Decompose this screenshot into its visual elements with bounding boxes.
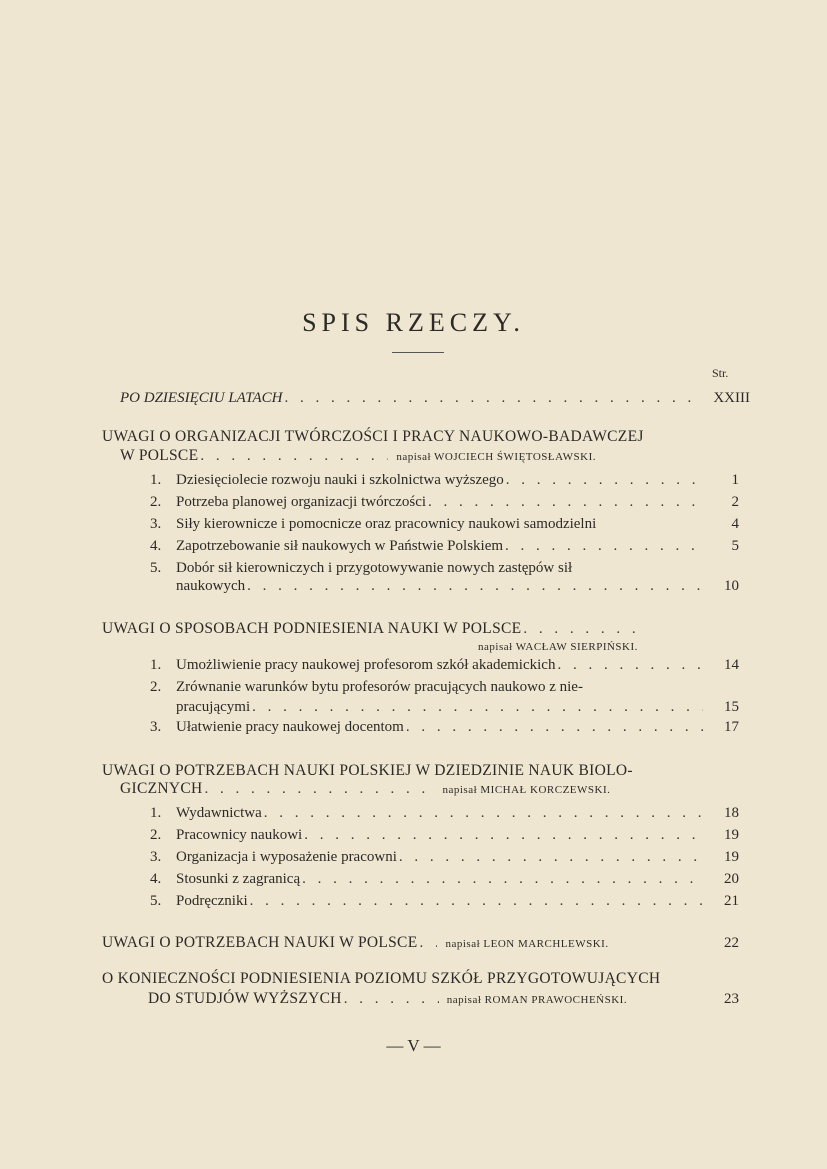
toc-entry: 1. Wydawnictwa . . . 18 [0,805,827,822]
page-title: SPIS RZECZY. [302,308,525,337]
dot-leader [417,935,437,952]
toc-entry: 5. Podręczniki . . . 21 [0,893,827,910]
entry-text: Pracownicy naukowi [176,827,303,843]
section-author: napisał LEON MARCHLEWSKI. [445,938,609,950]
toc-entry: 5. Dobór sił kierowniczych i przygotowywanie nowych zastępów sił [150,560,573,576]
toc-entry: 2. Pracownicy naukowi . . . 19 [0,827,827,844]
dot-leader [342,991,439,1008]
entry-text: PO DZIESIĘCIU LATACH [120,390,283,406]
entry-text: Dobór sił kierowniczych i przygotowywanie nowych zastępów sił [176,560,573,576]
section-title: UWAGI O POTRZEBACH NAUKI W POLSCE [102,934,418,951]
entry-text: Podręczniki [176,893,248,909]
entry-page: 5 [731,538,739,554]
dot-leader [300,871,703,888]
entry-text: Siły kierownicze i pomocnicze oraz pracownicy naukowi samodzielni [176,516,597,532]
dot-leader [198,448,388,465]
section-title: DO STUDJÓW WYŻSZYCH [148,990,342,1007]
entry-page: 17 [724,719,739,735]
entry-text: Dziesięciolecie rozwoju nauki i szkolnictwa wyższego [176,472,504,488]
toc-entry-cont [0,578,827,595]
dot-leader [283,390,701,407]
dot-leader [404,719,703,736]
section-author: napisał WOJCIECH ŚWIĘTOSŁAWSKI. [396,451,597,463]
toc-entry: 3. Organizacja i wyposażenie pracowni . . . 19 [0,849,827,866]
section-author: napisał MICHAŁ KORCZEWSKI. [442,784,611,796]
page-column-label: Str. [712,366,729,380]
dot-leader [555,657,703,674]
section-title: W POLSCE [120,447,199,464]
toc-entry: 1. Umożliwienie pracy naukowej profesorom szkół akademickich . . . 14 [0,657,827,674]
entry-text: Umożliwienie pracy naukowej profesorom szkół akademickich [176,657,556,673]
toc-entry: 4. Zapotrzebowanie sił naukowych w Państwie Polskiem . . . 5 [0,538,827,555]
section-heading-3: UWAGI O POTRZEBACH NAUKI POLSKIEJ W DZIEDZINIE NAUK BIOLO- [102,762,633,779]
section-heading-5: O KONIECZNOŚCI PODNIESIENIA POZIOMU SZKÓŁ PRZYGOTOWUJĄCYCH [102,970,661,987]
entry-page: 15 [724,699,739,715]
section-title: GICZNYCH [120,780,203,797]
toc-entry: 4. Stosunki z zagranicą . . . 20 [0,871,827,888]
toc-entry-cont [0,699,827,716]
dot-leader [262,805,703,822]
entry-text: Ułatwienie pracy naukowej docentom [176,719,404,735]
section-heading-5-cont [0,990,827,1008]
entry-text: Stosunki z zagranicą [176,871,301,887]
dot-leader [248,893,703,910]
entry-page: 18 [724,805,739,821]
section-heading-4 [0,934,827,952]
toc-entry: 3. Ułatwienie pracy naukowej docentom . . . 17 [0,719,827,736]
dot-leader [250,699,703,716]
entry-page: 4 [731,516,739,532]
page-number: — V — [386,1036,441,1055]
entry-text: naukowych [176,578,246,594]
title-rule [392,352,444,353]
entry-text: pracującymi [176,699,251,715]
dot-leader [397,849,703,866]
section-heading-1: UWAGI O ORGANIZACJI TWÓRCZOŚCI I PRACY NAUKOWO-BADAWCZEJ [102,428,644,445]
entry-page: 23 [724,991,739,1007]
toc-entry: 2. Zrównanie warunków bytu profesorów pracujących naukowo z nie- [150,679,583,695]
section-heading-3-cont [0,780,827,798]
section-heading-2 [0,620,827,638]
dot-leader [504,472,703,489]
section-author: napisał WACŁAW SIERPIŃSKI. [478,641,638,653]
entry-page: 14 [724,657,739,673]
dot-leader [426,494,703,511]
entry-text: Organizacja i wyposażenie pracowni [176,849,397,865]
entry-page: 10 [724,578,739,594]
entry-page: 21 [724,893,739,909]
entry-text: Wydawnictwa [176,805,262,821]
entry-text: Zapotrzebowanie sił naukowych w Państwie Polskiem [176,538,504,554]
toc-entry-preface [0,390,827,407]
section-title: UWAGI O SPOSOBACH PODNIESIENIA NAUKI W POLSCE [102,620,522,637]
entry-page: 2 [731,494,739,510]
dot-leader [245,578,703,595]
dot-leader [302,827,703,844]
entry-page: 1 [731,472,739,488]
toc-entry: 2. Potrzeba planowej organizacji twórczości . . . 2 [0,494,827,511]
entry-text: Zrównanie warunków bytu profesorów pracujących naukowo z nie- [176,679,583,695]
toc-entry: 1. Dziesięciolecie rozwoju nauki i szkolnictwa wyższego . . . 1 [0,472,827,489]
dot-leader [503,538,703,555]
entry-page: 19 [724,827,739,843]
dot-leader [521,621,643,638]
entry-page: 22 [724,935,739,951]
entry-page: 20 [724,871,739,887]
entry-page: 19 [724,849,739,865]
dot-leader [202,781,434,798]
entry-text: Potrzeba planowej organizacji twórczości [176,494,427,510]
toc-entry: 3. Siły kierownicze i pomocnicze oraz pracownicy naukowi samodzielni 4 [150,516,739,532]
entry-page: XXIII [713,390,750,406]
section-heading-1-cont [0,447,827,465]
section-author: napisał ROMAN PRAWOCHEŃSKI. [446,994,628,1006]
